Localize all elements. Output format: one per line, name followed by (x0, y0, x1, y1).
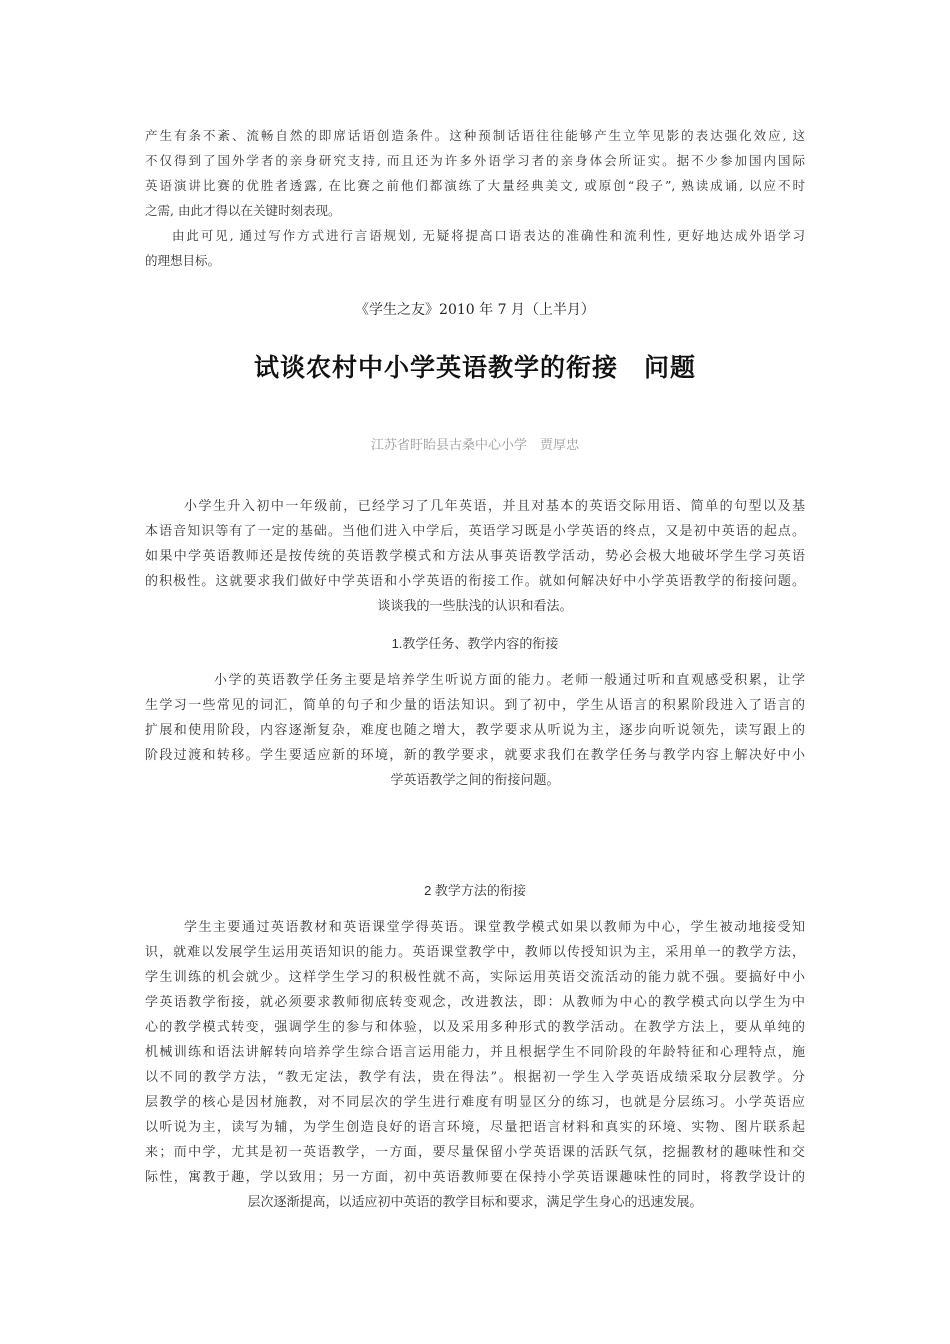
text-line: 际性，寓教于趣，学以致用；另一方面，初中英语教师要在保持小学英语课趣味性的同时，将教学设计的 (145, 1170, 805, 1185)
text-line: 小学生升入初中一年级前，已经学习了几年英语，并且对基本的英语交际用语、简单的句型以及基 (184, 499, 805, 514)
text-line: 机械训练和语法讲解转向培养学生综合语言运用能力，并且根据学生不同阶段的年龄特征和心理特点，施 (145, 1045, 805, 1060)
text-line: 扩展和使用阶段，内容逐渐复杂，难度也随之增大，教学要求从听说为主，逐步向听说领先，读写跟上的 (145, 723, 805, 738)
journal-source: 《学生之友》2010 年 7 月（上半月） (355, 302, 595, 318)
text-line: 的理想目标。 (145, 253, 221, 268)
text-line: 以听说为主，读写为辅，为学生创造良好的语言环境，尽量把语言材料和真实的环境、实物、图片联系起 (145, 1120, 805, 1135)
text-line: 小学的英语教学任务主要是培养学生听说方面的能力。老师一般通过听和直观感受积累，让学 (214, 673, 805, 688)
text-line: 谈谈我的一些肤浅的认识和看法。 (377, 599, 573, 614)
text-line: 本语音知识等有了一定的基础。当他们进入中学后，英语学习既是小学英语的终点，又是初中英语的起点。 (145, 524, 805, 539)
text-line: 学生主要通过英语教材和英语课堂学得英语。课堂教学模式如果以教师为中心，学生被动地接受知 (184, 920, 805, 935)
text-line: 如果中学英语教师还是按传统的英语教学模式和方法从事英语教学活动，势必会极大地破坏学生学习英语 (145, 549, 805, 564)
text-line: 的积极性。这就要求我们做好中学英语和小学英语的衔接工作。就如何解决好中小学英语教学的衔接问题。 (145, 574, 805, 589)
text-line: 层次逐渐提高，以适应初中英语的教学目标和要求，满足学生身心的迅速发展。 (247, 1195, 703, 1210)
text-line: 层教学的核心是因材施教，对不同层次的学生进行难度有明显区分的练习，也就是分层练习。小学英语应 (145, 1095, 805, 1110)
text-line: 英语演讲比赛的优胜者透露, 在比赛之前他们都演练了大量经典美文, 或原创“段子”, 熟读成诵, 以应不时 (145, 178, 805, 193)
text-line: 以不同的教学方法，“教无定法，教学有法，贵在得法”。根据初一学生入学英语成绩采取分层教学。分 (145, 1070, 805, 1085)
text-line: 学英语教学之间的衔接问题。 (390, 773, 560, 788)
text-line: 由此可见, 通过写作方式进行言语规划, 无疑将提高口语表达的准确性和流利性, 更好地达成外语学习 (172, 228, 805, 243)
text-line: 来；而中学，尤其是初一英语教学，一方面，要尽量保留小学英语课的活跃气氛，挖掘教材的趣味性和交 (145, 1145, 805, 1160)
text-line: 生学习一些常见的词汇，简单的句子和少量的语法知识。到了初中，学生从语言的积累阶段进入了语言的 (145, 698, 805, 713)
text-line: 学英语教学衔接，就必须要求教师彻底转变观念，改进教法，即：从教师为中心的教学模式向以学生为中 (145, 995, 805, 1010)
article-author: 江苏省盱眙县古桑中心小学 贾厚忠 (370, 438, 579, 453)
text-line: 识，就难以发展学生运用英语知识的能力。英语课堂教学中，教师以传授知识为主，采用单一的教学方法， (145, 945, 805, 960)
section-1-heading: 1.教学任务、教学内容的衔接 (391, 636, 559, 651)
section-2-heading: 2 教学方法的衔接 (424, 883, 526, 898)
text-line: 心的教学模式转变，强调学生的参与和体验，以及采用多种形式的教学活动。在教学方法上，要从单纯的 (145, 1020, 805, 1035)
text-line: 学生训练的机会就少。这样学生学习的积极性就不高，实际运用英语交流活动的能力就不强。要搞好中小 (145, 970, 805, 985)
text-line: 产生有条不紊、流畅自然的即席话语创造条件。这种预制话语往往能够产生立竿见影的表达强化效应, 这 (145, 128, 805, 143)
text-line: 阶段过渡和转移。学生要适应新的环境，新的教学要求，就要求我们在教学任务与教学内容上解决好中小 (145, 748, 805, 763)
article-title: 试谈农村中小学英语教学的衔接 问题 (253, 353, 696, 382)
text-line: 不仅得到了国外学者的亲身研究支持, 而且还为许多外语学习者的亲身体会所证实。据不少参加国内国际 (145, 153, 805, 168)
text-line: 之需, 由此才得以在关键时刻表现。 (145, 203, 341, 218)
